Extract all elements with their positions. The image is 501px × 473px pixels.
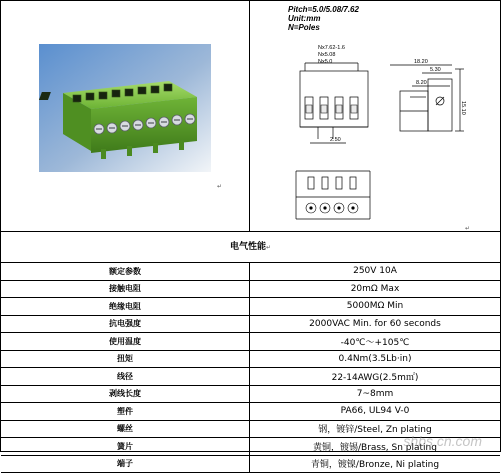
- spec-key: 端子: [1, 455, 250, 473]
- spec-key: 抗电强度: [1, 315, 250, 333]
- spec-key: 接触电阻: [1, 280, 250, 298]
- table-row: [1, 455, 500, 473]
- spec-key: 使用温度: [1, 333, 250, 351]
- spec-value: 2000VAC Min. for 60 seconds: [250, 315, 501, 333]
- table-row: [1, 403, 500, 421]
- spec-value: 钢，镀锌/Steel, Zn plating: [250, 420, 501, 438]
- table-row: [1, 280, 500, 298]
- paragraph-mark: ↵: [217, 183, 223, 190]
- spec-value: 7~8mm: [250, 385, 501, 403]
- dim-2-50: 2.50: [330, 137, 341, 143]
- watermark: shbs.cn.com: [403, 433, 482, 449]
- paragraph-mark: ↵: [265, 244, 272, 251]
- dim-5-30: 5.30: [430, 67, 441, 73]
- table-row: [1, 333, 500, 351]
- spec-value: 20mΩ Max: [250, 280, 501, 298]
- spec-key: 额定参数: [1, 263, 250, 280]
- spec-key: 扭矩: [1, 350, 250, 368]
- spec-key: 线径: [1, 368, 250, 386]
- nx-label-2: Nx5.08: [318, 52, 336, 58]
- table-row: [1, 438, 500, 456]
- spec-value: 黄铜，镀锡/Brass, Sn plating: [250, 438, 501, 456]
- dim-18-20: 18.20: [414, 59, 428, 65]
- spec-value: -40℃～+105℃: [250, 333, 501, 351]
- spec-key: 绝缘电阻: [1, 298, 250, 316]
- table-row: [1, 263, 500, 280]
- nx-label-1: Nx7.62-1.6: [318, 45, 345, 51]
- section-title-text: 电气性能: [229, 242, 266, 252]
- spec-value: 250V 10A: [250, 263, 501, 280]
- dim-15-10: 15.10: [460, 101, 466, 115]
- product-photo-cell: [1, 1, 250, 231]
- spec-value: PA66, UL94 V-0: [250, 403, 501, 421]
- spec-key: 簧片: [1, 438, 250, 456]
- poles-label: N=Poles: [288, 23, 320, 32]
- pitch-label: Pitch=5.0/5.08/7.62: [288, 5, 359, 14]
- spec-key: 塑件: [1, 403, 250, 421]
- terminal-block-photo: [1, 1, 249, 231]
- spec-table: [1, 263, 500, 473]
- paragraph-mark: ↵: [465, 225, 471, 232]
- image-row: [1, 1, 500, 232]
- section-title: [1, 232, 500, 263]
- spec-key: 剥线长度: [1, 385, 250, 403]
- spec-value: 0.4Nm(3.5Lb·in): [250, 350, 501, 368]
- spec-key: 螺丝: [1, 420, 250, 438]
- table-row: [1, 350, 500, 368]
- table-row: [1, 315, 500, 333]
- spec-value: 青铜，镀镍/Bronze, Ni plating: [250, 455, 501, 473]
- table-row: [1, 385, 500, 403]
- dimension-drawing: [250, 1, 500, 231]
- nx-label-3: Nx5.0: [318, 59, 333, 65]
- table-row: [1, 298, 500, 316]
- spec-value: 22-14AWG(2.5m㎡): [250, 368, 501, 386]
- table-row: [1, 420, 500, 438]
- technical-drawing-cell: [250, 1, 500, 231]
- table-row: [1, 368, 500, 386]
- unit-label: Unit:mm: [288, 14, 321, 23]
- dim-8-20: 8.20: [416, 80, 427, 86]
- spec-value: 5000MΩ Min: [250, 298, 501, 316]
